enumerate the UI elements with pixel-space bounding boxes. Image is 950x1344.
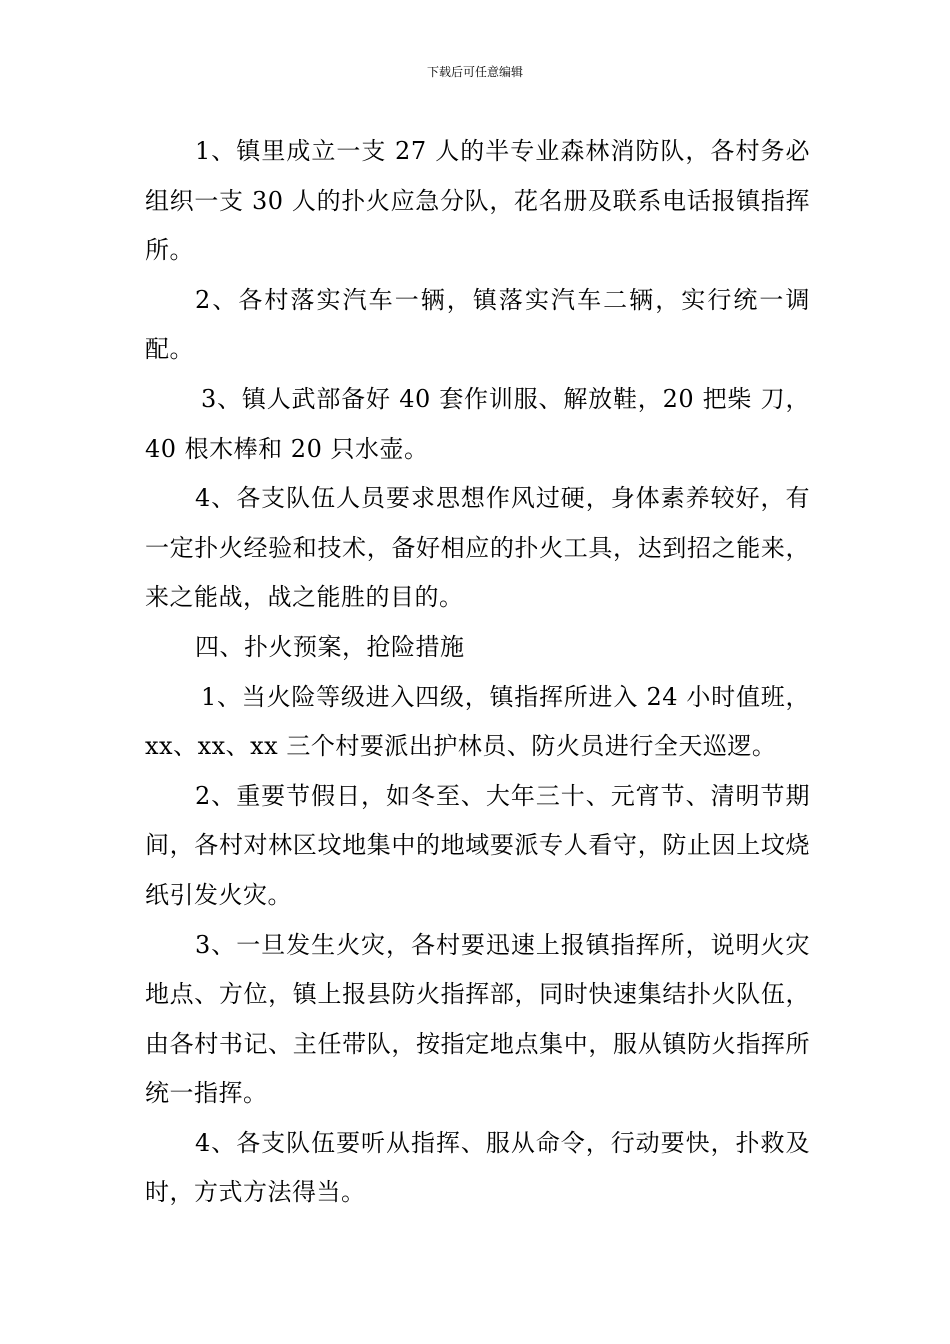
paragraph-team-setup: 1、镇里成立一支 27 人的半专业森林消防队，各村务必组织一支 30 人的扑火应急分队，花名册及联系电话报镇指挥所。 — [145, 137, 810, 265]
paragraph-vehicles: 2、各村落实汽车一辆，镇落实汽车二辆，实行统一调配。 — [145, 285, 810, 364]
paragraph-command: 4、各支队伍要听从指挥、服从命令，行动要快，扑救及时，方式方法得当。 — [145, 1128, 810, 1207]
paragraph-holidays: 2、重要节假日，如冬至、大年三十、元宵节、清明节期间，各村对林区坟地集中的地域要派专人看守，防止因上坟烧纸引发火灾。 — [145, 781, 810, 909]
paragraph-equipment: 3、镇人武部备好 40 套作训服、解放鞋，20 把柴 刀，40 根木棒和 20 只水壶。 — [145, 384, 810, 463]
paragraph-fire-response: 3、一旦发生火灾，各村要迅速上报镇指挥所，说明火灾地点、方位，镇上报县防火指挥部，同时快速集结扑火队伍，由各村书记、主任带队，按指定地点集中，服从镇防火指挥所统一指挥。 — [145, 930, 810, 1108]
paragraph-personnel: 4、各支队伍人员要求思想作风过硬，身体素养较好，有一定扑火经验和技术，备好相应的扑火工具，达到招之能来，来之能战，战之能胜的目的。 — [145, 484, 810, 612]
section-heading-plan: 四、扑火预案，抢险措施 — [195, 632, 465, 661]
paragraph-level-four: 1、当火险等级进入四级，镇指挥所进入 24 小时值班，xx、xx、xx 三个村要派出护林员、防火员进行全天巡逻。 — [145, 682, 810, 761]
document-body — [145, 127, 810, 1218]
page-header-note: 下载后可任意编辑 — [426, 65, 523, 79]
